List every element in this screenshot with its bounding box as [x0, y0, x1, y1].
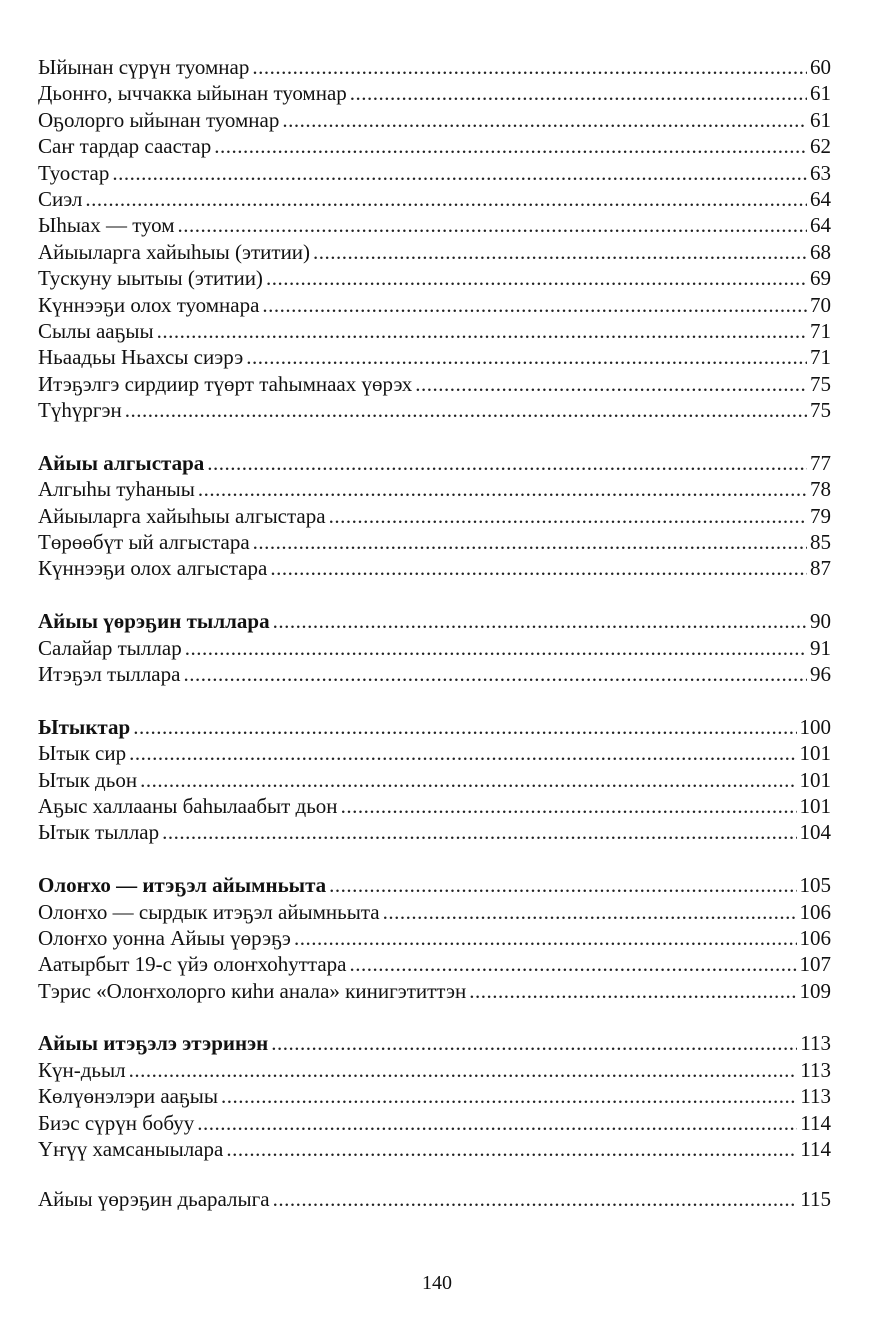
dot-leader	[178, 212, 807, 238]
toc-entry[interactable]	[38, 529, 831, 555]
toc-section-heading[interactable]	[38, 1030, 831, 1056]
toc-entry-title: Биэс сүрүн бобуу	[38, 1110, 195, 1135]
toc-entry-page: 109	[799, 978, 831, 1003]
dot-leader	[85, 186, 807, 212]
toc-entry-page: 75	[810, 371, 831, 396]
toc-entry-page: 113	[800, 1084, 831, 1109]
dot-leader	[214, 133, 807, 159]
toc-entry-title: Туостар	[38, 160, 110, 185]
dot-leader	[329, 503, 807, 529]
toc-heading-title: Айыы үөрэҕин тыллара	[38, 609, 270, 634]
toc-entry[interactable]	[38, 1083, 831, 1109]
toc-heading-page: 90	[810, 609, 831, 634]
toc-entry[interactable]	[38, 1057, 831, 1083]
toc-entry[interactable]	[38, 344, 831, 370]
toc-entry-title: Ыһыах — туом	[38, 213, 175, 238]
toc-entry-title: Төрөөбүт ый алгыстара	[38, 530, 250, 555]
dot-leader	[185, 635, 807, 661]
toc-entry-page: 85	[810, 530, 831, 555]
toc-entry-title: Үҥүү хамсаныылара	[38, 1137, 224, 1162]
toc-entry-title: Күннээҕи олох алгыстара	[38, 556, 268, 581]
toc-heading-title: Айыы итэҕэлэ этэринэн	[38, 1031, 269, 1056]
toc-entry-title: Айыыларга хайыһыы (этитии)	[38, 239, 311, 264]
toc-entry-page: 79	[810, 503, 831, 528]
dot-leader	[273, 608, 807, 634]
toc-entry[interactable]	[38, 978, 831, 1004]
dot-leader	[129, 1057, 798, 1083]
toc-entry[interactable]	[38, 371, 831, 397]
toc-entry-page: 104	[799, 820, 831, 845]
toc-entry-title: Сылы ааҕыы	[38, 318, 154, 343]
dot-leader	[273, 1186, 798, 1212]
toc-entry-title: Күн-дьыл	[38, 1057, 126, 1082]
toc-entry-title: Салайар тыллар	[38, 635, 182, 660]
dot-leader	[350, 80, 807, 106]
toc-entry[interactable]	[38, 925, 831, 951]
toc-entry[interactable]	[38, 107, 831, 133]
toc-entry-title: Алгыһы туһаныы	[38, 477, 195, 502]
toc-entry-title: Аҕыс халлааны баһылаабыт дьон	[38, 793, 338, 818]
toc-entry-title: Саҥ тардар саастар	[38, 134, 212, 159]
toc-entry-page: 101	[799, 793, 831, 818]
toc-entry-page: 101	[799, 767, 831, 792]
toc-entry[interactable]	[38, 54, 831, 80]
toc-entry-page: 107	[799, 952, 831, 977]
toc-entry-page: 75	[810, 398, 831, 423]
toc-entry-title: Тускуну ыытыы (этитии)	[38, 266, 263, 291]
toc-entry[interactable]	[38, 740, 831, 766]
toc-entry-page: 62	[810, 134, 831, 159]
dot-leader	[129, 740, 796, 766]
toc-entry-page: 61	[810, 81, 831, 106]
toc-entry-page: 114	[800, 1110, 831, 1135]
toc-section-heading[interactable]	[38, 450, 831, 476]
toc-entry[interactable]	[38, 186, 831, 212]
table-of-contents	[38, 54, 831, 1213]
toc-entry-page: 68	[810, 239, 831, 264]
toc-entry-page: 61	[810, 107, 831, 132]
toc-heading-title: Ытыктар	[38, 714, 131, 739]
section-spacer	[38, 582, 831, 608]
toc-entry-page: 64	[810, 186, 831, 211]
toc-entry-page: 113	[800, 1057, 831, 1082]
dot-leader	[162, 819, 796, 845]
toc-entry-page: 70	[810, 292, 831, 317]
dot-leader	[282, 107, 807, 133]
dot-leader	[207, 450, 807, 476]
toc-entry[interactable]	[38, 793, 831, 819]
toc-entry-title: Оҕолорго ыйынан туомнар	[38, 107, 280, 132]
dot-leader	[112, 160, 807, 186]
toc-entry[interactable]	[38, 555, 831, 581]
toc-entry-title: Айыыларга хайыһыы алгыстара	[38, 503, 326, 528]
dot-leader	[197, 1110, 797, 1136]
toc-entry-page: 71	[810, 318, 831, 343]
dot-leader	[157, 318, 807, 344]
page-number: 140	[422, 1272, 452, 1294]
toc-entry-title: Тэрис «Олоҥхолорго киһи анала» кинигэтиттэн	[38, 978, 467, 1003]
dot-leader	[253, 529, 807, 555]
toc-entry-title: Түһүргэн	[38, 398, 122, 423]
toc-entry-title: Көлүөнэлэри ааҕыы	[38, 1084, 219, 1109]
dot-leader	[341, 793, 797, 819]
toc-entry[interactable]	[38, 635, 831, 661]
toc-heading-page: 113	[800, 1031, 831, 1056]
toc-section-heading[interactable]	[38, 714, 831, 740]
dot-leader	[469, 978, 796, 1004]
toc-heading-page: 100	[799, 714, 831, 739]
section-spacer	[38, 423, 831, 449]
toc-heading-title: Айыы алгыстара	[38, 450, 205, 475]
toc-entry[interactable]	[38, 133, 831, 159]
dot-leader	[383, 899, 797, 925]
toc-entry[interactable]	[38, 503, 831, 529]
toc-entry-page: 87	[810, 556, 831, 581]
toc-entry[interactable]	[38, 160, 831, 186]
toc-entry-page: 69	[810, 266, 831, 291]
toc-entry[interactable]	[38, 292, 831, 318]
toc-entry-title: Ыйынан сүрүн туомнар	[38, 55, 250, 79]
toc-entry-page: 115	[800, 1187, 831, 1212]
toc-entry-title: Айыы үөрэҕин дьаралыга	[38, 1187, 270, 1212]
toc-entry[interactable]	[38, 80, 831, 106]
dot-leader	[183, 661, 807, 687]
section-spacer	[38, 846, 831, 872]
toc-entry-title: Ньаадьы Ньахсы сиэрэ	[38, 345, 244, 370]
dot-leader	[266, 265, 807, 291]
toc-entry-title: Олоҥхо уонна Айыы үөрэҕэ	[38, 925, 291, 950]
dot-leader	[294, 925, 797, 951]
toc-entry[interactable]	[38, 1186, 831, 1212]
dot-leader	[262, 292, 807, 318]
toc-entry-title: Сиэл	[38, 186, 83, 211]
toc-entry-title: Ытык дьон	[38, 767, 138, 792]
toc-entry-page: 106	[799, 899, 831, 924]
dot-leader	[246, 344, 807, 370]
toc-entry-title: Итэҕэл тыллара	[38, 661, 181, 686]
dot-leader	[140, 767, 796, 793]
toc-entry-title: Олоҥхо — сырдык итэҕэл айымньыта	[38, 899, 380, 924]
toc-entry[interactable]	[38, 1136, 831, 1162]
dot-leader	[198, 476, 807, 502]
toc-entry[interactable]	[38, 767, 831, 793]
toc-entry-title: Күннээҕи олох туомнара	[38, 292, 260, 317]
toc-entry[interactable]	[38, 239, 831, 265]
dot-leader	[329, 872, 796, 898]
toc-entry-title: Аатырбыт 19-с үйэ олоҥхоһуттара	[38, 952, 347, 977]
toc-entry[interactable]	[38, 899, 831, 925]
toc-entry[interactable]	[38, 476, 831, 502]
toc-entry-page: 71	[810, 345, 831, 370]
toc-section-heading[interactable]	[38, 872, 831, 898]
toc-entry-title: Итэҕэлгэ сирдиир түөрт таһымнаах үөрэх	[38, 371, 413, 396]
dot-leader	[349, 951, 796, 977]
section-spacer	[38, 1162, 831, 1186]
toc-entry-page: 101	[799, 741, 831, 766]
toc-section-heading[interactable]	[38, 608, 831, 634]
section-spacer	[38, 687, 831, 713]
toc-heading-title: Олоҥхо — итэҕэл айымньыта	[38, 873, 327, 898]
toc-heading-page: 77	[810, 450, 831, 475]
toc-entry-page: 96	[810, 661, 831, 686]
toc-entry[interactable]	[38, 318, 831, 344]
toc-entry-page: 64	[810, 213, 831, 238]
toc-entry[interactable]	[38, 819, 831, 845]
toc-entry-page: 106	[799, 925, 831, 950]
toc-entry[interactable]	[38, 1110, 831, 1136]
toc-entry[interactable]	[38, 212, 831, 238]
dot-leader	[271, 1030, 797, 1056]
toc-entry-page: 78	[810, 477, 831, 502]
toc-entry-page: 91	[810, 635, 831, 660]
toc-entry-title: Дьонҥо, ыччакка ыйынан туомнар	[38, 81, 347, 106]
toc-entry-title: Ытык сир	[38, 741, 127, 766]
toc-entry-title: Ытык тыллар	[38, 820, 160, 845]
toc-heading-page: 105	[799, 873, 831, 898]
dot-leader	[133, 714, 796, 740]
dot-leader	[415, 371, 807, 397]
dot-leader	[226, 1136, 797, 1162]
toc-entry-page: 114	[800, 1137, 831, 1162]
dot-leader	[221, 1083, 797, 1109]
dot-leader	[252, 54, 807, 80]
toc-entry[interactable]	[38, 951, 831, 977]
dot-leader	[313, 239, 807, 265]
toc-entry-page: 63	[810, 160, 831, 185]
dot-leader	[270, 555, 807, 581]
toc-entry[interactable]	[38, 265, 831, 291]
toc-entry[interactable]	[38, 397, 831, 423]
dot-leader	[125, 397, 807, 423]
toc-entry-page: 60	[810, 55, 831, 79]
toc-entry[interactable]	[38, 661, 831, 687]
section-spacer	[38, 1004, 831, 1030]
